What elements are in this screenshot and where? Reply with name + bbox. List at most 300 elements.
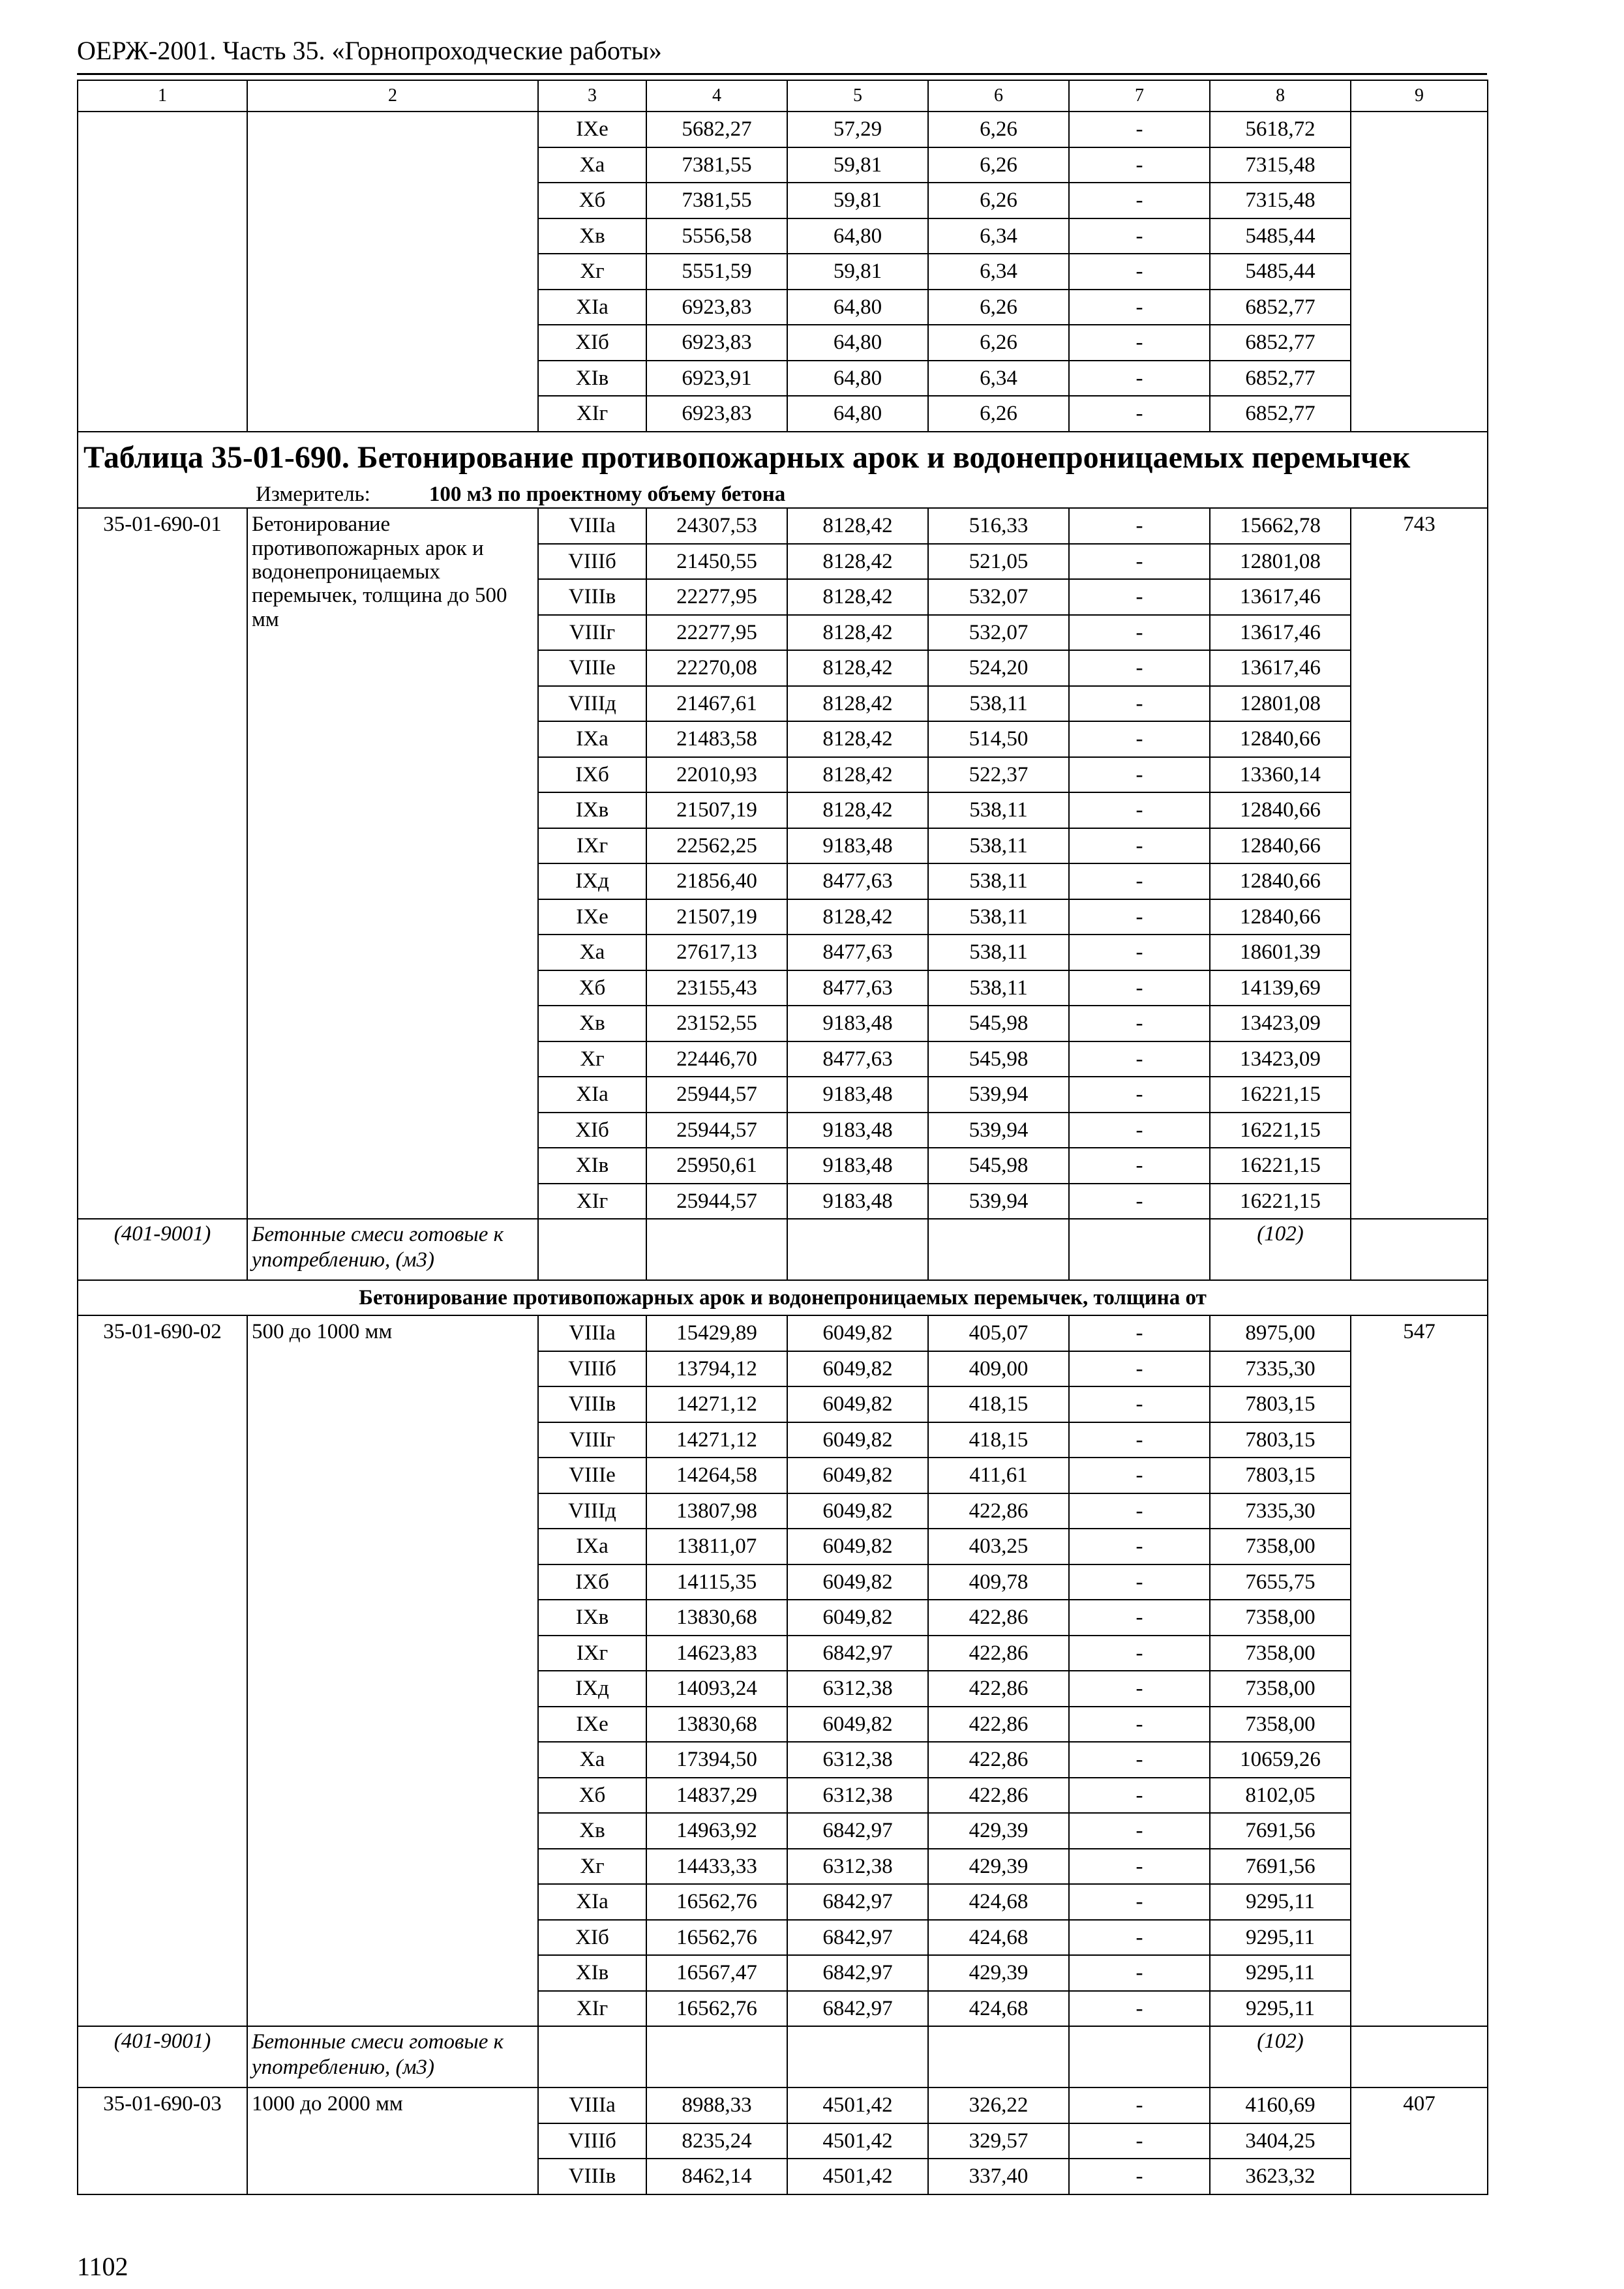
column-number: 1: [78, 80, 247, 112]
materials-cost-cell: 16221,15: [1210, 1113, 1351, 1148]
materials-cost-cell: 7691,56: [1210, 1849, 1351, 1885]
region-cell: IXг: [538, 828, 646, 864]
machine-cost-cell: 329,57: [928, 2123, 1069, 2159]
region-cell: XIб: [538, 325, 646, 361]
region-cell: VIIIa: [538, 508, 646, 544]
wages-cell: 6842,97: [787, 1920, 928, 1956]
total-cost-cell: 14433,33: [646, 1849, 787, 1885]
description-cell: 1000 до 2000 мм: [247, 2087, 538, 2194]
total-cost-cell: 25950,61: [646, 1148, 787, 1184]
total-cost-cell: 6923,91: [646, 361, 787, 396]
driver-wages-cell: -: [1069, 1849, 1210, 1885]
materials-cost-cell: 7803,15: [1210, 1386, 1351, 1422]
wages-cell: 64,80: [787, 396, 928, 432]
driver-wages-cell: -: [1069, 544, 1210, 580]
column-number: 5: [787, 80, 928, 112]
region-cell: XIб: [538, 1920, 646, 1956]
driver-wages-cell: -: [1069, 183, 1210, 218]
machine-cost-cell: 545,98: [928, 1148, 1069, 1184]
machine-cost-cell: 6,26: [928, 147, 1069, 183]
empty-cell: [928, 1219, 1069, 1280]
region-cell: IXб: [538, 1564, 646, 1600]
total-cost-cell: 5556,58: [646, 218, 787, 254]
machine-cost-cell: 538,11: [928, 863, 1069, 899]
driver-wages-cell: -: [1069, 112, 1210, 147]
driver-wages-cell: -: [1069, 508, 1210, 544]
machine-cost-cell: 422,86: [928, 1600, 1069, 1636]
total-cost-cell: 14963,92: [646, 1813, 787, 1849]
wages-cell: 6312,38: [787, 1849, 928, 1885]
total-cost-cell: 14623,83: [646, 1636, 787, 1671]
wages-cell: 59,81: [787, 147, 928, 183]
materials-cost-cell: 12801,08: [1210, 544, 1351, 580]
total-cost-cell: 5551,59: [646, 254, 787, 290]
total-cost-cell: 22010,93: [646, 757, 787, 793]
driver-wages-cell: -: [1069, 650, 1210, 686]
wages-cell: 64,80: [787, 361, 928, 396]
total-cost-cell: 21507,19: [646, 899, 787, 935]
wages-cell: 6049,82: [787, 1351, 928, 1387]
total-cost-cell: 14271,12: [646, 1386, 787, 1422]
wages-cell: 8128,42: [787, 650, 928, 686]
resource-row: [78, 1219, 1488, 1280]
machine-cost-cell: 422,86: [928, 1742, 1069, 1778]
total-cost-cell: 6923,83: [646, 290, 787, 325]
total-cost-cell: 23155,43: [646, 970, 787, 1006]
wages-cell: 64,80: [787, 325, 928, 361]
driver-wages-cell: -: [1069, 396, 1210, 432]
machine-cost-cell: 6,26: [928, 290, 1069, 325]
machine-cost-cell: 418,15: [928, 1422, 1069, 1458]
machine-cost-cell: 539,94: [928, 1077, 1069, 1113]
driver-wages-cell: -: [1069, 792, 1210, 828]
region-cell: IXб: [538, 757, 646, 793]
wages-cell: 6049,82: [787, 1600, 928, 1636]
driver-wages-cell: -: [1069, 1778, 1210, 1814]
driver-wages-cell: -: [1069, 935, 1210, 970]
total-cost-cell: 16567,47: [646, 1955, 787, 1991]
driver-wages-cell: -: [1069, 721, 1210, 757]
total-cost-cell: 22277,95: [646, 615, 787, 651]
empty-cell: [928, 2026, 1069, 2087]
resource-value: (102): [1210, 1219, 1351, 1280]
wages-cell: 9183,48: [787, 1006, 928, 1041]
total-cost-cell: 5682,27: [646, 112, 787, 147]
machine-cost-cell: 6,34: [928, 361, 1069, 396]
driver-wages-cell: -: [1069, 1458, 1210, 1493]
table-title-row: [78, 432, 1488, 509]
driver-wages-cell: -: [1069, 1386, 1210, 1422]
wages-cell: 64,80: [787, 218, 928, 254]
region-cell: XIб: [538, 1113, 646, 1148]
machine-cost-cell: 422,86: [928, 1493, 1069, 1529]
driver-wages-cell: -: [1069, 1955, 1210, 1991]
wages-cell: 8128,42: [787, 615, 928, 651]
wages-cell: 8128,42: [787, 899, 928, 935]
empty-cell: [538, 1219, 646, 1280]
driver-wages-cell: -: [1069, 218, 1210, 254]
machine-cost-cell: 422,86: [928, 1671, 1069, 1707]
driver-wages-cell: -: [1069, 1422, 1210, 1458]
wages-cell: 64,80: [787, 290, 928, 325]
materials-cost-cell: 7358,00: [1210, 1707, 1351, 1743]
machine-cost-cell: 6,26: [928, 325, 1069, 361]
materials-cost-cell: 13617,46: [1210, 650, 1351, 686]
empty-cell: [538, 2026, 646, 2087]
machine-cost-cell: 429,39: [928, 1849, 1069, 1885]
wages-cell: 8128,42: [787, 508, 928, 544]
total-cost-cell: 21450,55: [646, 544, 787, 580]
materials-cost-cell: 12840,66: [1210, 863, 1351, 899]
total-cost-cell: 22562,25: [646, 828, 787, 864]
region-cell: XIг: [538, 396, 646, 432]
materials-cost-cell: 7358,00: [1210, 1636, 1351, 1671]
region-cell: IXд: [538, 863, 646, 899]
total-cost-cell: 16562,76: [646, 1920, 787, 1956]
total-cost-cell: 13830,68: [646, 1707, 787, 1743]
region-cell: XIв: [538, 1148, 646, 1184]
table-row: [78, 2087, 1488, 2123]
driver-wages-cell: -: [1069, 254, 1210, 290]
driver-wages-cell: -: [1069, 863, 1210, 899]
driver-wages-cell: -: [1069, 1564, 1210, 1600]
wages-cell: 6842,97: [787, 1636, 928, 1671]
table-title-cell: [78, 432, 1488, 509]
total-cost-cell: 7381,55: [646, 147, 787, 183]
machine-cost-cell: 337,40: [928, 2159, 1069, 2194]
machine-cost-cell: 545,98: [928, 1041, 1069, 1077]
total-cost-cell: 13811,07: [646, 1529, 787, 1564]
machine-cost-cell: 422,86: [928, 1707, 1069, 1743]
materials-cost-cell: 13423,09: [1210, 1006, 1351, 1041]
region-cell: VIIIв: [538, 2159, 646, 2194]
region-cell: VIIIб: [538, 1351, 646, 1387]
materials-cost-cell: 7335,30: [1210, 1351, 1351, 1387]
machine-cost-cell: 429,39: [928, 1955, 1069, 1991]
col9-cell: 743: [1351, 508, 1488, 1219]
total-cost-cell: 8462,14: [646, 2159, 787, 2194]
wages-cell: 6842,97: [787, 1955, 928, 1991]
machine-cost-cell: 521,05: [928, 544, 1069, 580]
code-cell: 35-01-690-01: [78, 508, 247, 1219]
empty-cell: [1351, 1219, 1488, 1280]
machine-cost-cell: 538,11: [928, 792, 1069, 828]
materials-cost-cell: 16221,15: [1210, 1077, 1351, 1113]
machine-cost-cell: 409,78: [928, 1564, 1069, 1600]
wages-cell: 6049,82: [787, 1529, 928, 1564]
materials-cost-cell: 12801,08: [1210, 686, 1351, 722]
empty-cell: [787, 1219, 928, 1280]
empty-cell: [646, 2026, 787, 2087]
column-number: 4: [646, 80, 787, 112]
materials-cost-cell: 13617,46: [1210, 579, 1351, 615]
machine-cost-cell: 424,68: [928, 1920, 1069, 1956]
region-cell: XIa: [538, 290, 646, 325]
machine-cost-cell: 326,22: [928, 2087, 1069, 2123]
driver-wages-cell: -: [1069, 361, 1210, 396]
wages-cell: 6312,38: [787, 1671, 928, 1707]
total-cost-cell: 21483,58: [646, 721, 787, 757]
materials-cost-cell: 5485,44: [1210, 254, 1351, 290]
col9-cell: 547: [1351, 1315, 1488, 2026]
total-cost-cell: 14271,12: [646, 1422, 787, 1458]
total-cost-cell: 21856,40: [646, 863, 787, 899]
resource-code: (401-9001): [78, 1219, 247, 1280]
machine-cost-cell: 405,07: [928, 1315, 1069, 1351]
total-cost-cell: 13807,98: [646, 1493, 787, 1529]
region-cell: VIIIe: [538, 1458, 646, 1493]
total-cost-cell: 15429,89: [646, 1315, 787, 1351]
wages-cell: 6312,38: [787, 1778, 928, 1814]
code-cell: [78, 112, 247, 432]
driver-wages-cell: -: [1069, 2123, 1210, 2159]
driver-wages-cell: -: [1069, 1600, 1210, 1636]
region-cell: IXa: [538, 1529, 646, 1564]
region-cell: Xб: [538, 1778, 646, 1814]
machine-cost-cell: 538,11: [928, 828, 1069, 864]
total-cost-cell: 16562,76: [646, 1884, 787, 1920]
region-cell: Xa: [538, 147, 646, 183]
machine-cost-cell: 418,15: [928, 1386, 1069, 1422]
empty-cell: [787, 2026, 928, 2087]
region-cell: XIa: [538, 1884, 646, 1920]
machine-cost-cell: 6,26: [928, 396, 1069, 432]
region-cell: VIIIг: [538, 615, 646, 651]
total-cost-cell: 21507,19: [646, 792, 787, 828]
wages-cell: 4501,42: [787, 2123, 928, 2159]
driver-wages-cell: -: [1069, 2159, 1210, 2194]
measure-line: [83, 483, 1483, 506]
wages-cell: 8477,63: [787, 863, 928, 899]
region-cell: Xa: [538, 935, 646, 970]
driver-wages-cell: -: [1069, 1529, 1210, 1564]
materials-cost-cell: 7335,30: [1210, 1493, 1351, 1529]
driver-wages-cell: -: [1069, 1671, 1210, 1707]
empty-cell: [1069, 2026, 1210, 2087]
wages-cell: 6049,82: [787, 1564, 928, 1600]
materials-cost-cell: 12840,66: [1210, 721, 1351, 757]
table-row: [78, 1315, 1488, 1351]
total-cost-cell: 25944,57: [646, 1184, 787, 1219]
section-heading-row: [78, 1280, 1488, 1315]
region-cell: IXв: [538, 792, 646, 828]
driver-wages-cell: -: [1069, 1493, 1210, 1529]
wages-cell: 8128,42: [787, 544, 928, 580]
wages-cell: 6842,97: [787, 1884, 928, 1920]
machine-cost-cell: 538,11: [928, 899, 1069, 935]
total-cost-cell: 24307,53: [646, 508, 787, 544]
wages-cell: 8128,42: [787, 792, 928, 828]
wages-cell: 8128,42: [787, 686, 928, 722]
region-cell: VIIIд: [538, 686, 646, 722]
materials-cost-cell: 7803,15: [1210, 1422, 1351, 1458]
description-cell: Бетонирование противопожарных арок и водонепроницаемых перемычек, толщина до 500 мм: [247, 508, 538, 1219]
machine-cost-cell: 429,39: [928, 1813, 1069, 1849]
materials-cost-cell: 7691,56: [1210, 1813, 1351, 1849]
wages-cell: 6049,82: [787, 1422, 928, 1458]
driver-wages-cell: -: [1069, 325, 1210, 361]
driver-wages-cell: -: [1069, 1707, 1210, 1743]
region-cell: XIв: [538, 1955, 646, 1991]
machine-cost-cell: 6,26: [928, 112, 1069, 147]
region-cell: IXд: [538, 1671, 646, 1707]
driver-wages-cell: -: [1069, 1884, 1210, 1920]
materials-cost-cell: 13360,14: [1210, 757, 1351, 793]
region-cell: IXa: [538, 721, 646, 757]
wages-cell: 6842,97: [787, 1991, 928, 2027]
resource-code: (401-9001): [78, 2026, 247, 2087]
region-cell: IXг: [538, 1636, 646, 1671]
wages-cell: 59,81: [787, 254, 928, 290]
materials-cost-cell: 5485,44: [1210, 218, 1351, 254]
machine-cost-cell: 422,86: [928, 1636, 1069, 1671]
wages-cell: 8128,42: [787, 579, 928, 615]
materials-cost-cell: 8975,00: [1210, 1315, 1351, 1351]
materials-cost-cell: 4160,69: [1210, 2087, 1351, 2123]
wages-cell: 8477,63: [787, 970, 928, 1006]
driver-wages-cell: -: [1069, 686, 1210, 722]
column-number-row: [78, 80, 1488, 112]
region-cell: VIIIв: [538, 1386, 646, 1422]
machine-cost-cell: 522,37: [928, 757, 1069, 793]
region-cell: XIг: [538, 1184, 646, 1219]
wages-cell: 8128,42: [787, 721, 928, 757]
resource-name: Бетонные смеси готовые к употреблению, (м3): [247, 1219, 538, 1280]
total-cost-cell: 14837,29: [646, 1778, 787, 1814]
driver-wages-cell: -: [1069, 147, 1210, 183]
wages-cell: 6049,82: [787, 1458, 928, 1493]
machine-cost-cell: 514,50: [928, 721, 1069, 757]
total-cost-cell: 6923,83: [646, 325, 787, 361]
total-cost-cell: 27617,13: [646, 935, 787, 970]
machine-cost-cell: 532,07: [928, 615, 1069, 651]
description-cell: 500 до 1000 мм: [247, 1315, 538, 2026]
total-cost-cell: 23152,55: [646, 1006, 787, 1041]
total-cost-cell: 13794,12: [646, 1351, 787, 1387]
total-cost-cell: 14264,58: [646, 1458, 787, 1493]
machine-cost-cell: 424,68: [928, 1884, 1069, 1920]
table-row: [78, 508, 1488, 544]
wages-cell: 9183,48: [787, 1113, 928, 1148]
region-cell: Xв: [538, 218, 646, 254]
total-cost-cell: 8235,24: [646, 2123, 787, 2159]
col9-cell: [1351, 112, 1488, 432]
region-cell: VIIIб: [538, 544, 646, 580]
section-heading: Бетонирование противопожарных арок и водонепроницаемых перемычек, толщина от: [78, 1280, 1488, 1315]
region-cell: VIIIд: [538, 1493, 646, 1529]
materials-cost-cell: 9295,11: [1210, 1920, 1351, 1956]
materials-cost-cell: 5618,72: [1210, 112, 1351, 147]
wages-cell: 8128,42: [787, 757, 928, 793]
wages-cell: 8477,63: [787, 1041, 928, 1077]
machine-cost-cell: 524,20: [928, 650, 1069, 686]
region-cell: VIIIa: [538, 2087, 646, 2123]
materials-cost-cell: 14139,69: [1210, 970, 1351, 1006]
region-cell: IXe: [538, 112, 646, 147]
region-cell: VIIIe: [538, 650, 646, 686]
resource-row: [78, 2026, 1488, 2087]
column-number: 6: [928, 80, 1069, 112]
wages-cell: 6049,82: [787, 1386, 928, 1422]
materials-cost-cell: 16221,15: [1210, 1148, 1351, 1184]
wages-cell: 4501,42: [787, 2159, 928, 2194]
total-cost-cell: 25944,57: [646, 1113, 787, 1148]
materials-cost-cell: 12840,66: [1210, 899, 1351, 935]
measure-label: Измеритель:: [256, 483, 370, 507]
machine-cost-cell: 6,34: [928, 254, 1069, 290]
materials-cost-cell: 7803,15: [1210, 1458, 1351, 1493]
wages-cell: 9183,48: [787, 1077, 928, 1113]
driver-wages-cell: -: [1069, 615, 1210, 651]
machine-cost-cell: 403,25: [928, 1529, 1069, 1564]
resource-name: Бетонные смеси готовые к употреблению, (м3): [247, 2026, 538, 2087]
region-cell: IXв: [538, 1600, 646, 1636]
total-cost-cell: 7381,55: [646, 183, 787, 218]
materials-cost-cell: 6852,77: [1210, 325, 1351, 361]
materials-cost-cell: 7358,00: [1210, 1600, 1351, 1636]
region-cell: Xв: [538, 1813, 646, 1849]
code-cell: 35-01-690-02: [78, 1315, 247, 2026]
materials-cost-cell: 3623,32: [1210, 2159, 1351, 2194]
page-number: 1102: [77, 2252, 128, 2281]
region-cell: Xб: [538, 183, 646, 218]
total-cost-cell: 6923,83: [646, 396, 787, 432]
total-cost-cell: 22277,95: [646, 579, 787, 615]
materials-cost-cell: 15662,78: [1210, 508, 1351, 544]
region-cell: VIIIб: [538, 2123, 646, 2159]
materials-cost-cell: 12840,66: [1210, 828, 1351, 864]
region-cell: Xв: [538, 1006, 646, 1041]
wages-cell: 4501,42: [787, 2087, 928, 2123]
driver-wages-cell: -: [1069, 1636, 1210, 1671]
page-header: ОЕРЖ-2001. Часть 35. «Горнопроходческие работы»: [77, 36, 662, 65]
rates-table: [77, 80, 1488, 2195]
column-number: 2: [247, 80, 538, 112]
col9-cell: 407: [1351, 2087, 1488, 2194]
materials-cost-cell: 6852,77: [1210, 396, 1351, 432]
machine-cost-cell: 545,98: [928, 1006, 1069, 1041]
driver-wages-cell: -: [1069, 970, 1210, 1006]
materials-cost-cell: 9295,11: [1210, 1991, 1351, 2027]
region-cell: Xб: [538, 970, 646, 1006]
region-cell: VIIIв: [538, 579, 646, 615]
total-cost-cell: 21467,61: [646, 686, 787, 722]
driver-wages-cell: -: [1069, 2087, 1210, 2123]
materials-cost-cell: 7358,00: [1210, 1671, 1351, 1707]
empty-cell: [646, 1219, 787, 1280]
region-cell: XIa: [538, 1077, 646, 1113]
driver-wages-cell: -: [1069, 899, 1210, 935]
materials-cost-cell: 3404,25: [1210, 2123, 1351, 2159]
total-cost-cell: 13830,68: [646, 1600, 787, 1636]
wages-cell: 9183,48: [787, 1148, 928, 1184]
machine-cost-cell: 6,26: [928, 183, 1069, 218]
machine-cost-cell: 538,11: [928, 935, 1069, 970]
code-cell: 35-01-690-03: [78, 2087, 247, 2194]
machine-cost-cell: 411,61: [928, 1458, 1069, 1493]
driver-wages-cell: -: [1069, 828, 1210, 864]
machine-cost-cell: 516,33: [928, 508, 1069, 544]
region-cell: VIIIa: [538, 1315, 646, 1351]
materials-cost-cell: 9295,11: [1210, 1884, 1351, 1920]
driver-wages-cell: -: [1069, 1113, 1210, 1148]
materials-cost-cell: 7358,00: [1210, 1529, 1351, 1564]
driver-wages-cell: -: [1069, 290, 1210, 325]
wages-cell: 8477,63: [787, 935, 928, 970]
description-cell: [247, 112, 538, 432]
region-cell: Xг: [538, 254, 646, 290]
wages-cell: 57,29: [787, 112, 928, 147]
